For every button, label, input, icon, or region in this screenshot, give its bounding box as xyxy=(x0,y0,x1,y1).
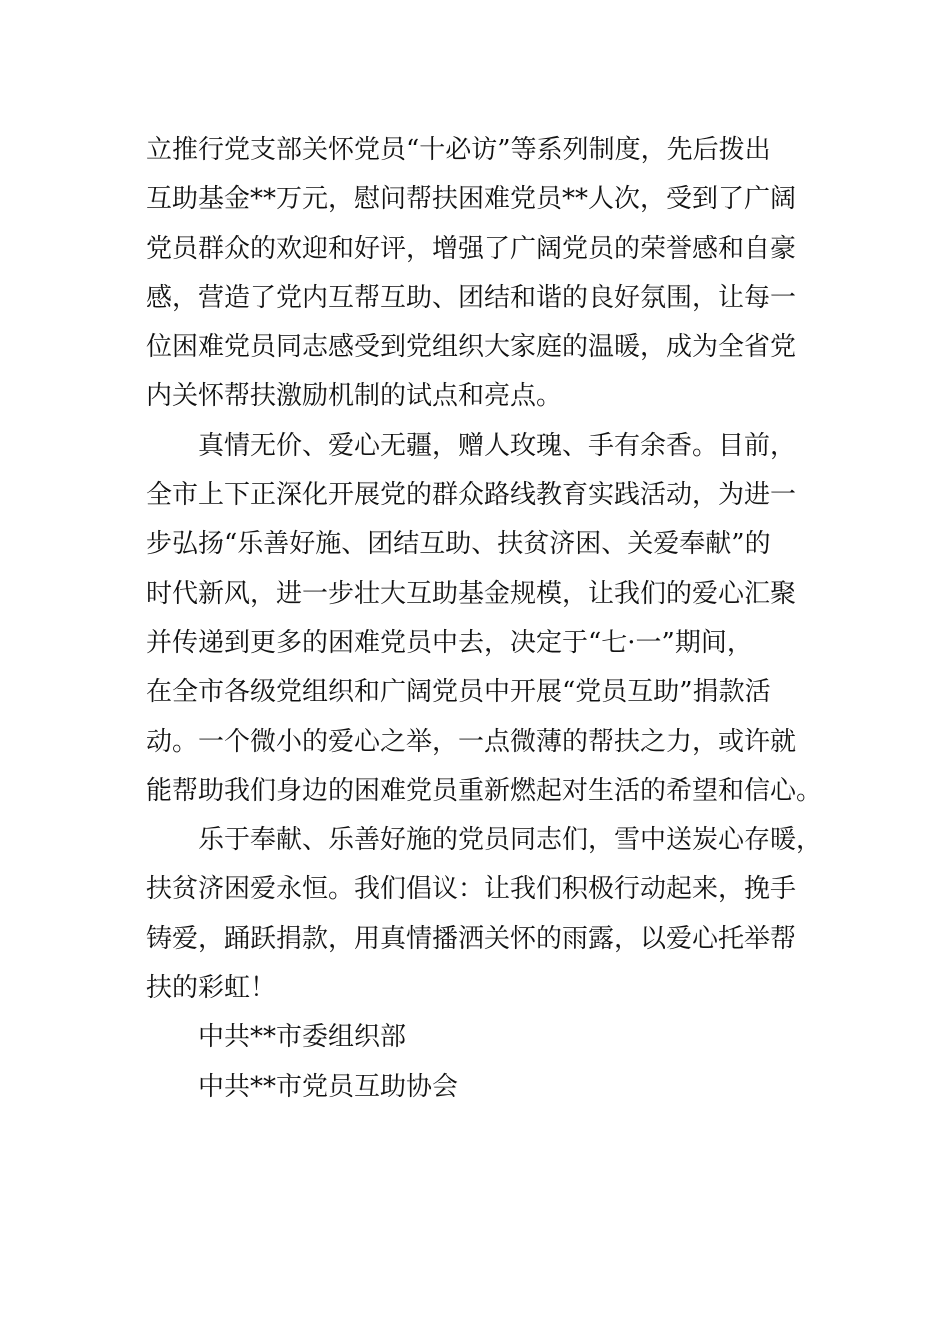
paragraph-1 xyxy=(146,126,810,422)
text-line: 感，营造了党内互帮互助、团结和谐的良好氛围，让每一 xyxy=(146,282,797,313)
signature-mutual-aid-association xyxy=(146,1063,810,1112)
text-line: 乐于奉献、乐善好施的党员同志们，雪中送炭心存暖， xyxy=(198,825,823,856)
text-line: 铸爱，踊跃捐款，用真情播洒关怀的雨露，以爱心托举帮 xyxy=(146,923,797,954)
signature-organization-department xyxy=(146,1013,810,1062)
paragraph-3 xyxy=(146,816,823,1013)
text-line: 步弘扬“乐善好施、团结互助、扶贫济困、关爱奉献”的 xyxy=(146,529,771,560)
text-line: 内关怀帮扶激励机制的试点和亮点。 xyxy=(146,381,563,412)
signature-line: 中共**市党员互助协会 xyxy=(198,1071,459,1102)
text-line: 扶的彩虹！ xyxy=(146,973,277,1004)
text-line: 在全市各级党组织和广阔党员中开展“党员互助”捐款活 xyxy=(146,677,771,708)
signature-line: 中共**市委组织部 xyxy=(198,1022,407,1053)
text-line: 党员群众的欢迎和好评，增强了广阔党员的荣誉感和自豪 xyxy=(146,233,797,264)
text-line: 能帮助我们身边的困难党员重新燃起对生活的希望和信心。 xyxy=(146,775,823,806)
text-line: 互助基金**万元，慰问帮扶困难党员**人次，受到了广阔 xyxy=(146,184,797,215)
paragraph-2 xyxy=(146,422,823,816)
text-line: 立推行党支部关怀党员“十必访”等系列制度，先后拨出 xyxy=(146,135,771,165)
text-line: 扶贫济困爱永恒。我们倡议：让我们积极行动起来，挽手 xyxy=(146,874,797,905)
text-line: 全市上下正深化开展党的群众路线教育实践活动，为进一 xyxy=(146,480,797,511)
document-body xyxy=(146,126,823,1112)
text-line: 位困难党员同志感受到党组织大家庭的温暖，成为全省党 xyxy=(146,332,797,363)
text-line: 真情无价、爱心无疆，赠人玫瑰、手有余香。目前， xyxy=(198,430,797,461)
text-line: 时代新风，进一步壮大互助基金规模，让我们的爱心汇聚 xyxy=(146,578,797,609)
text-line: 动。一个微小的爱心之举，一点微薄的帮扶之力，或许就 xyxy=(146,726,797,757)
text-line: 并传递到更多的困难党员中去，决定于“七·一”期间， xyxy=(146,627,753,658)
